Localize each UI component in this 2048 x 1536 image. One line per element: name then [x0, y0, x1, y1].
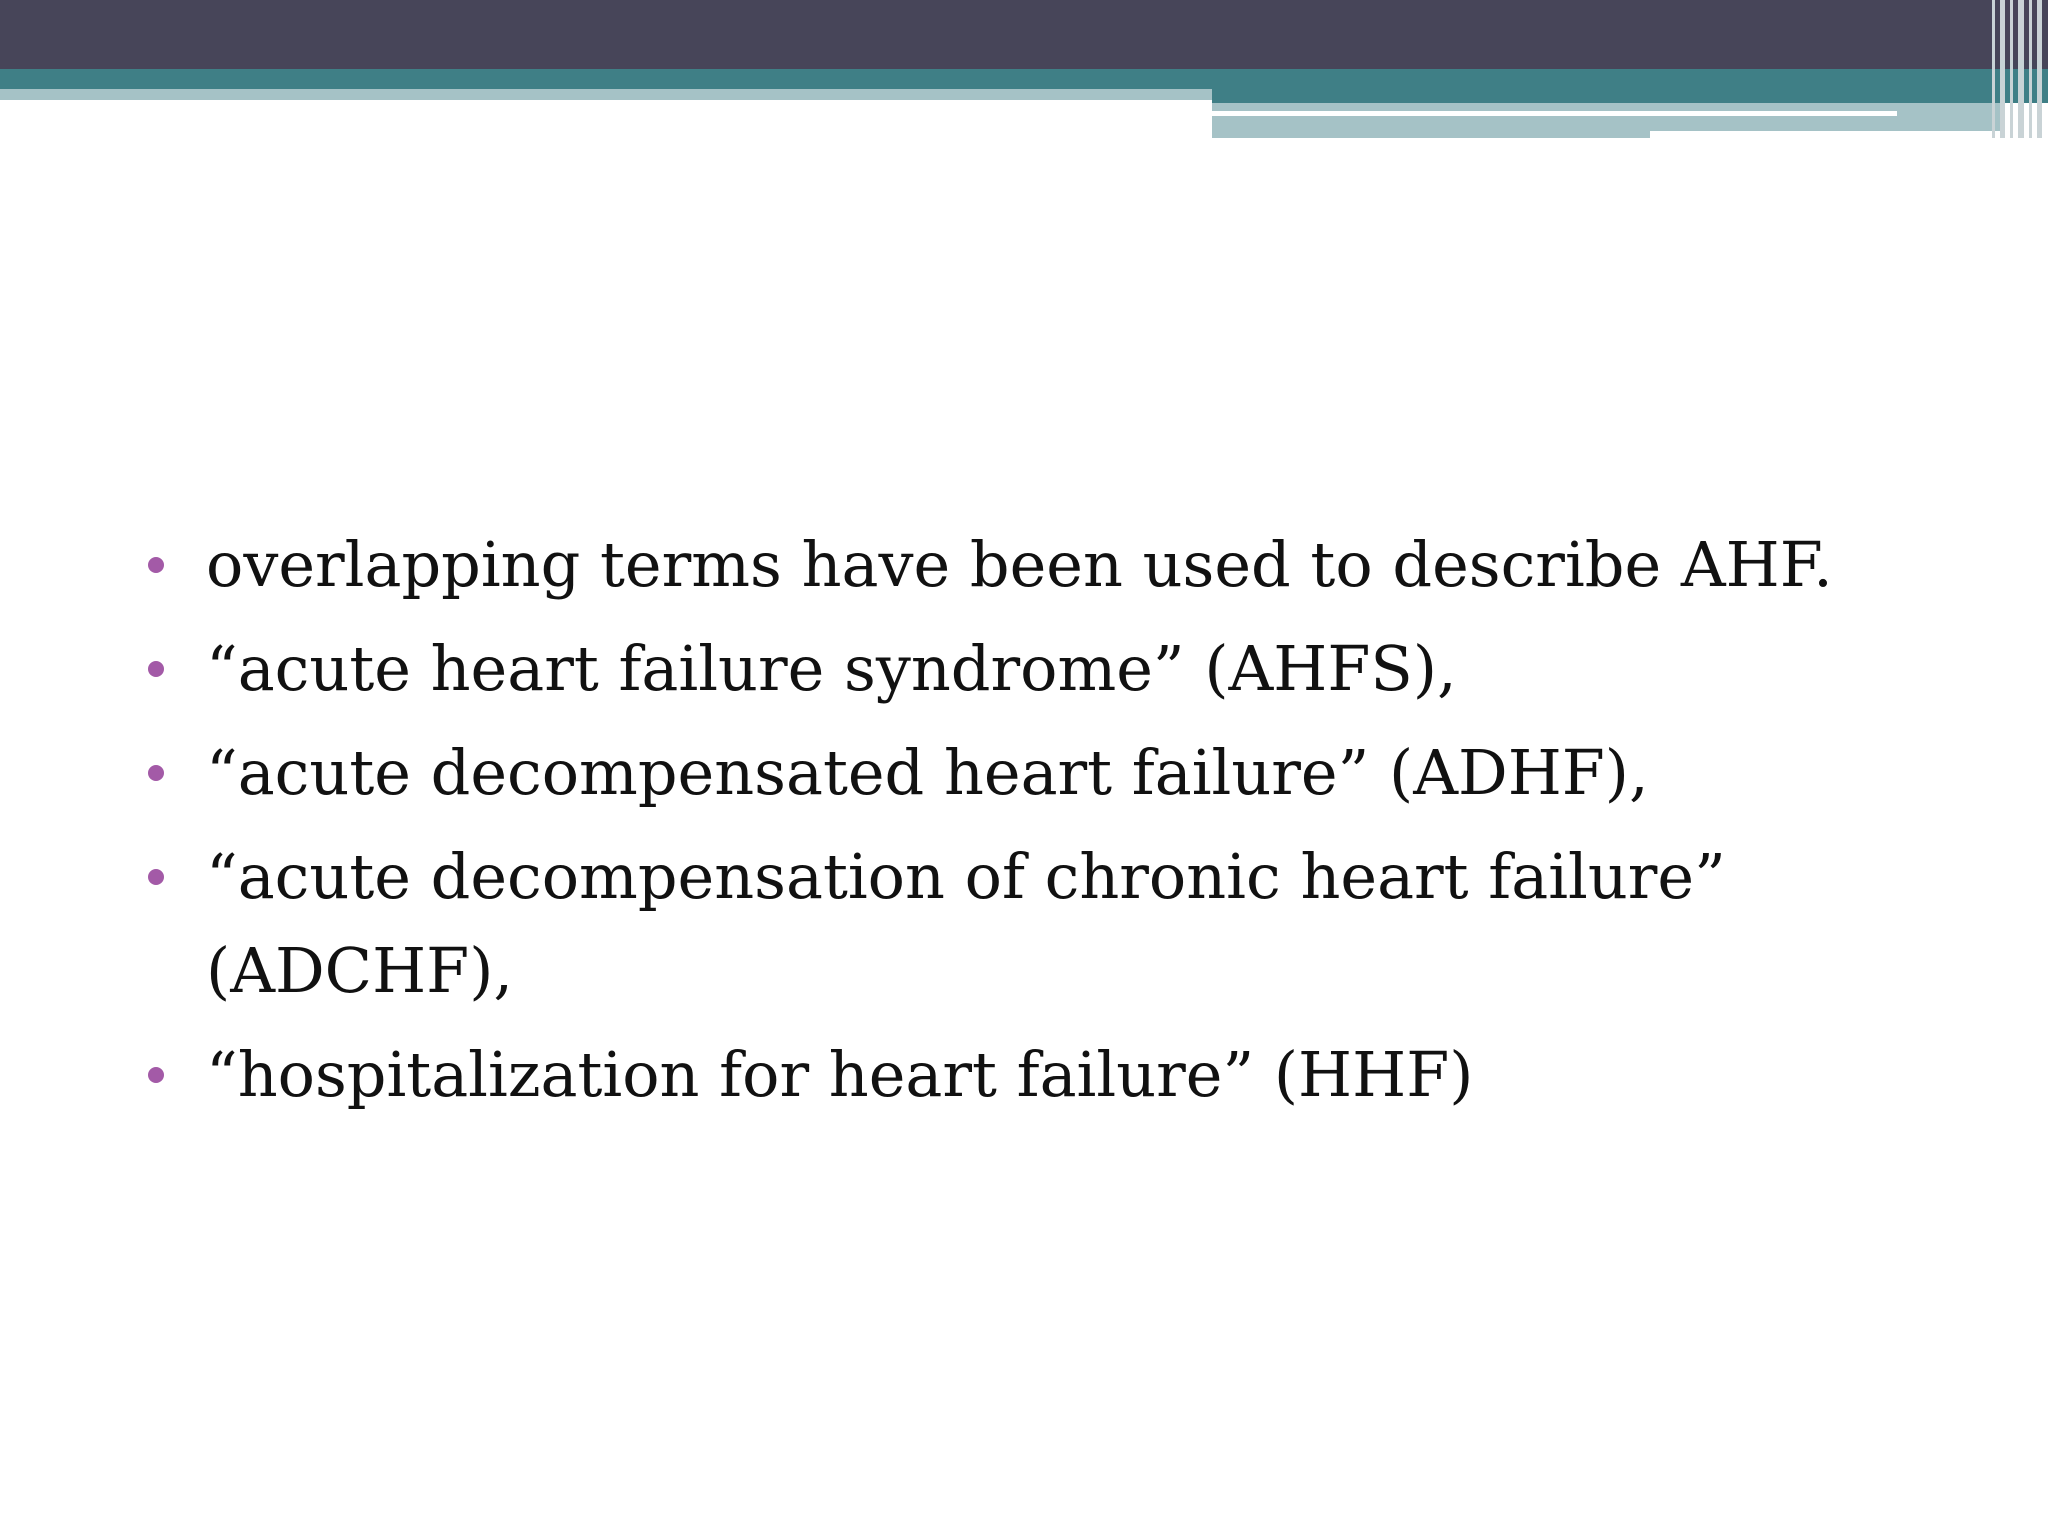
header-corner-stripes	[1988, 0, 2048, 138]
stripe	[1992, 0, 1995, 138]
bullet-text: “acute heart failure syndrome” (AHFS),	[206, 632, 1457, 705]
stripe	[2000, 0, 2005, 138]
bullet-text: overlapping terms have been used to describe AHF.	[206, 528, 1833, 601]
bullet-dot-icon	[148, 869, 164, 885]
header-accent-line	[1212, 111, 1897, 116]
slide-body	[145, 518, 1965, 1132]
bullet-item	[145, 518, 1965, 612]
bullet-item	[145, 1028, 1965, 1122]
bullet-dot-icon	[148, 557, 164, 573]
bullet-item	[145, 726, 1965, 820]
bullet-text: “acute decompensated heart failure” (ADHF),	[206, 736, 1649, 809]
bullet-text: “acute decompensation of chronic heart failure” (ADCHF),	[206, 840, 1726, 1007]
stripe	[2029, 0, 2032, 138]
stripe	[2010, 0, 2013, 138]
bullet-text: “hospitalization for heart failure” (HHF)	[206, 1038, 1474, 1111]
stripe	[2037, 0, 2042, 138]
header-band-teal-left	[0, 69, 1212, 89]
header-band-dark	[0, 0, 2048, 69]
header-band-light-left	[0, 89, 1212, 100]
bullet-list	[145, 518, 1965, 1122]
bullet-item	[145, 622, 1965, 716]
header-accent-line	[1650, 131, 2002, 138]
bullet-item	[145, 830, 1965, 1018]
header-band-teal-right	[1212, 69, 2048, 103]
bullet-dot-icon	[148, 765, 164, 781]
stripe	[2018, 0, 2024, 138]
bullet-dot-icon	[148, 661, 164, 677]
bullet-dot-icon	[148, 1067, 164, 1083]
